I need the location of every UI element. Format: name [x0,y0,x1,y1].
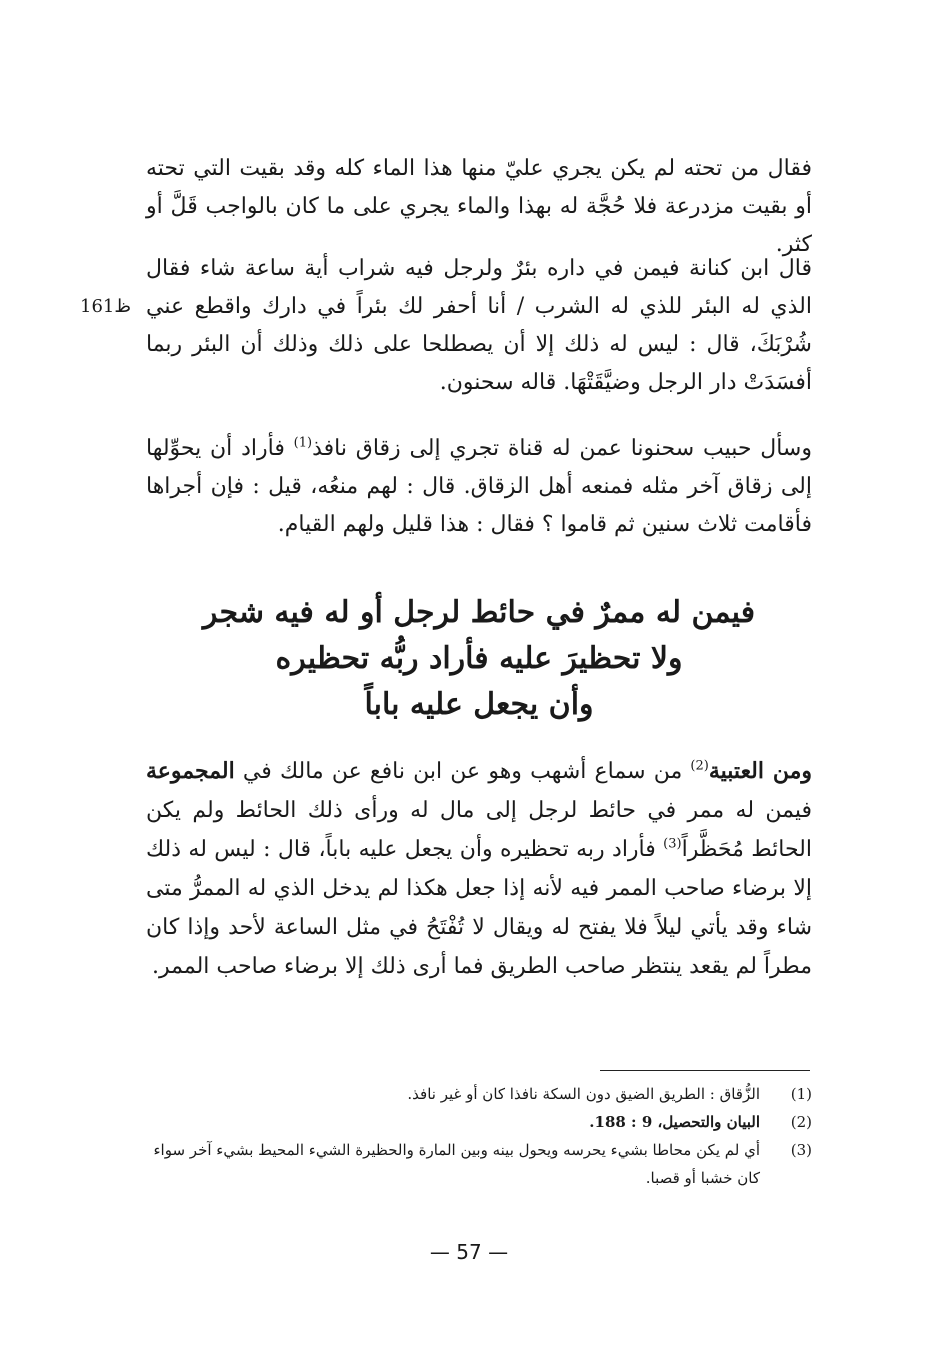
footnote-number: (3) [790,1141,812,1159]
source-title-utbiyya: ومن العتبية [708,758,812,784]
footnote-ref-2: (2) [690,758,709,774]
section-heading-line-3: وأن يجعل عليه باباً [364,687,594,722]
footnote-text: الزُّقاق : الطريق الضيق دون السكة نافذا كان أو غير نافذ. [407,1085,760,1103]
footnote-text: البيان والتحصيل، 9 : 188. [589,1113,760,1131]
footnote-number: (1) [790,1085,812,1103]
section-heading [146,590,812,728]
paragraph-4-text-b: فيمن له ممر في حائط لرجل إلى مال له ورأى ذلك الحائط ولم يكن الحائط مُحَظَّراً [146,798,812,862]
section-heading-line-2: ولا تحظيرَ عليه فأراد ربُّه تحظيره [275,641,683,676]
footnote-3 [146,1136,812,1192]
footnotes [146,1080,812,1192]
paragraph-1-text: فقال من تحته لم يكن يجري عليّ منها هذا الماء كله وقد بقيت التي تحته أو بقيت مزدرعة فلا حُجَّة له بهذا والماء يجري على ما كان بالواجب قَلَّ أو كثر. [146,156,812,257]
footnote-text: أي لم يكن محاطا بشيء يحرسه ويحول بينه وبين المارة والحظيرة الشيء المحيط بشيء آخر سواء كان خشبا أو قصبا. [153,1141,760,1187]
footnote-number: (2) [790,1113,812,1131]
footnote-separator [600,1070,810,1071]
source-title-majmua: المجموعة [146,758,235,784]
paragraph-4 [146,752,812,986]
paragraph-1 [146,150,812,264]
paragraph-3-text-b: فأراد أن يحوِّلها إلى زقاق آخر مثله فمنعه أهل الزقاق. قال : لهم منعُه، قيل : فإن أجراها فأقامت ثلاث سنين ثم قاموا ؟ فقال : هذا قليل ولهم القيام. [146,436,812,537]
paragraph-4-text-a: من سماع أشهب وهو عن ابن نافع عن مالك في [234,759,691,784]
page-number: — 57 — [429,1240,509,1264]
paragraph-2 [146,250,812,402]
paragraph-3 [146,430,812,544]
footnote-2 [146,1108,812,1136]
paragraph-4-text-c: فأراد ربه تحظيره وأن يجعل عليه باباً، قال : ليس له ذلك إلا برضاء صاحب الممر فيه لأنه إذا جعل هكذا لم يدخل الذي له الممرُّ متى شاء وقد يأتي ليلاً فلا يفتح له ويقال لا تُفْتَحُ في مثل الساعة لأحد وإذا كان مطراً لم يقعد ينتظر صاحب الطريق فما أرى ذلك إلا برضاء صاحب الممر. [146,837,812,979]
margin-folio-note: 161ظ [80,296,132,317]
paragraph-3-text-a: وسأل حبيب سحنونا عمن له قناة تجري إلى زقاق نافذ [312,436,812,461]
footnote-ref-1: (1) [293,435,313,451]
section-heading-line-1: فيمن له ممرٌ في حائط لرجل أو له فيه شجر [202,595,756,630]
footnote-ref-3: (3) [663,836,682,852]
footnote-1 [146,1080,812,1108]
paragraph-2-text: قال ابن كنانة فيمن في داره بئرٌ ولرجل فيه شراب أية ساعة شاء فقال الذي له البئر للذي له الشرب / أنا أحفر لك بئراً في دارك واقطع عني شُرْبَكَ، قال : ليس له ذلك إلا أن يصطلحا على ذلك وذلك أن البئر ربما أفسَدَتْ دار الرجل وضيَّقَتْهَا. قاله سحنون. [146,256,812,395]
